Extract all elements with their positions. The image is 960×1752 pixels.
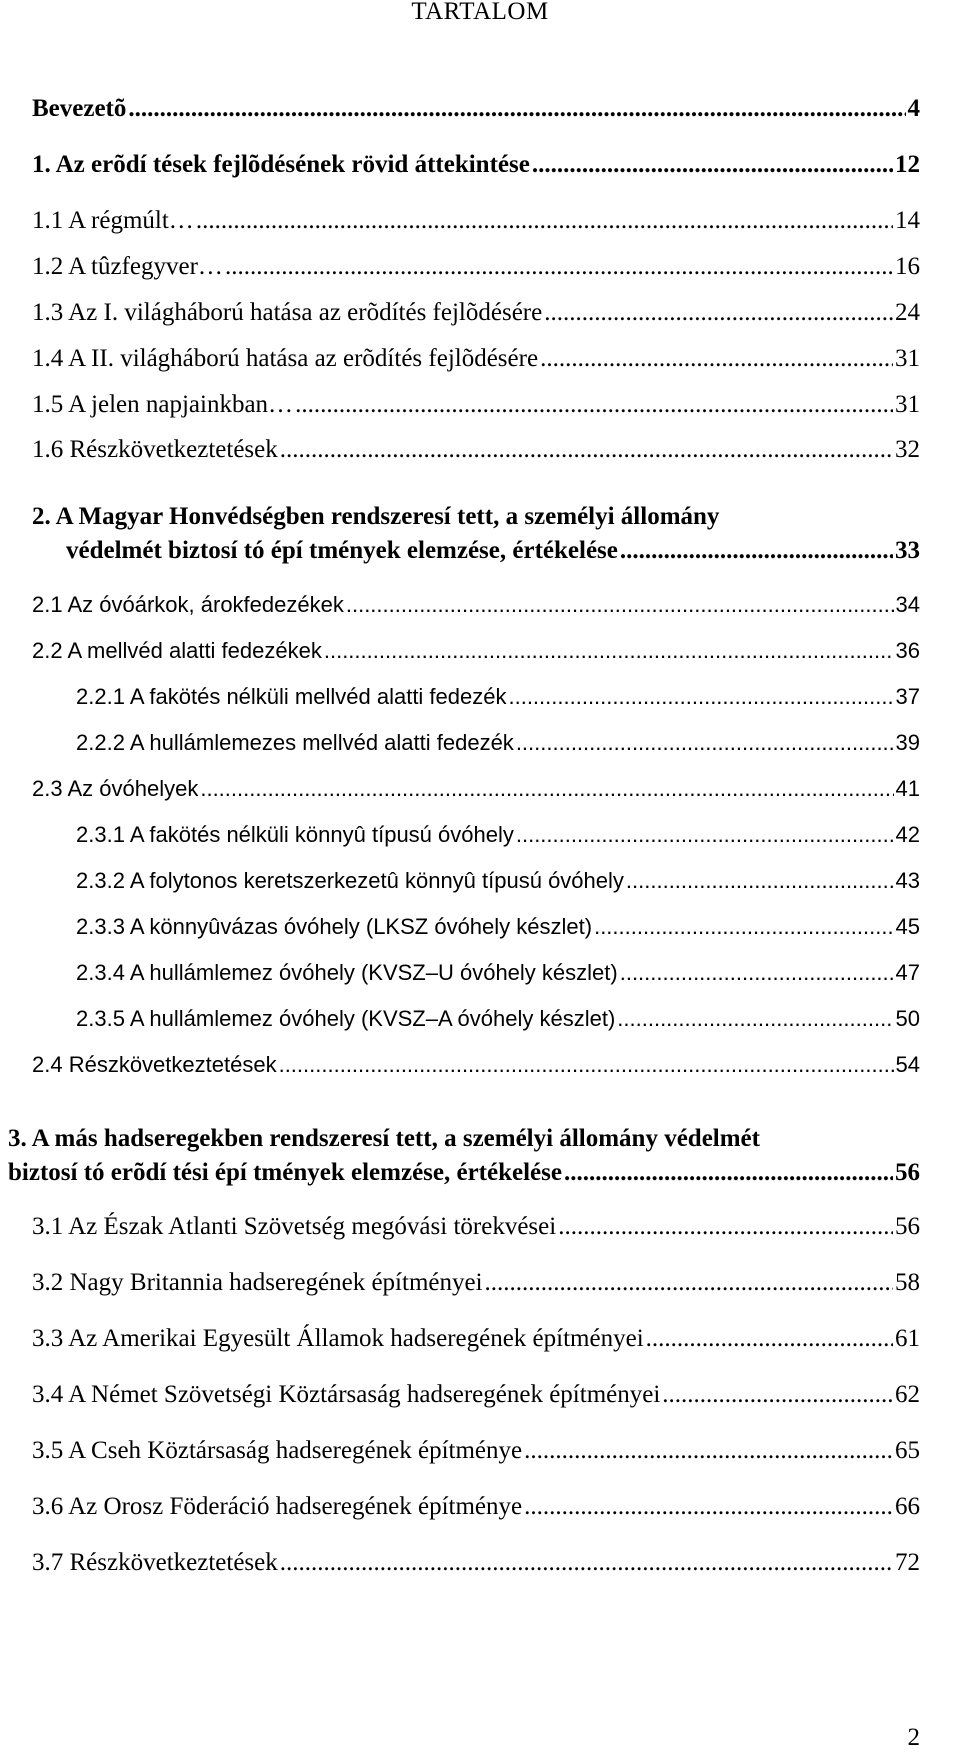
toc-entry-text: 2.3 Az óvóhelyek bbox=[32, 776, 199, 801]
toc-entry-page: 36 bbox=[895, 638, 920, 663]
toc-entry-text: 1.5 A jelen napjainkban… bbox=[32, 391, 294, 418]
toc-entry-page: 72 bbox=[895, 1549, 920, 1576]
toc-entry-2-3-4[interactable] bbox=[76, 956, 920, 990]
toc-entry-page: 39 bbox=[895, 730, 920, 755]
toc-leader-dots bbox=[225, 250, 893, 284]
toc-entry-page: 58 bbox=[895, 1269, 920, 1296]
toc-entry-page: 33 bbox=[895, 537, 920, 564]
toc-entry-3-5[interactable] bbox=[32, 1434, 920, 1468]
toc-leader-dots bbox=[516, 726, 894, 760]
toc-entry-text: 2.2.1 A fakötés nélküli mellvéd alatti fedezék bbox=[76, 684, 507, 709]
toc-entry-first-line: 3. A más hadseregekben rendszeresí tett, a személyi állomány védelmét bbox=[8, 1125, 760, 1152]
toc-entry-1-6[interactable] bbox=[32, 433, 920, 467]
toc-entry-page: 32 bbox=[895, 436, 920, 463]
toc-entry-text: 1.2 A tûzfegyver… bbox=[32, 253, 223, 280]
toc-entry-2-3-3[interactable] bbox=[76, 910, 920, 944]
toc-leader-dots bbox=[617, 1002, 893, 1036]
toc-leader-dots bbox=[279, 1048, 894, 1082]
toc-leader-dots bbox=[558, 1210, 893, 1244]
toc-entry-page: 61 bbox=[895, 1325, 920, 1352]
toc-leader-dots bbox=[295, 388, 893, 422]
toc-leader-dots bbox=[544, 296, 893, 330]
toc-entry-page: 41 bbox=[895, 776, 920, 801]
toc-entry-page: 43 bbox=[895, 868, 920, 893]
toc-leader-dots bbox=[646, 1322, 893, 1356]
toc-leader-dots bbox=[540, 342, 893, 376]
toc-entry-2-3-2[interactable] bbox=[76, 864, 920, 898]
page-number: 2 bbox=[907, 1724, 920, 1751]
toc-entry-page: 31 bbox=[895, 391, 920, 418]
toc-leader-dots bbox=[280, 433, 893, 467]
toc-leader-dots bbox=[280, 1546, 893, 1580]
toc-entry-text: 3.6 Az Orosz Föderáció hadseregének építménye bbox=[32, 1493, 523, 1520]
toc-leader-dots bbox=[564, 1156, 893, 1190]
toc-entry-1-5[interactable] bbox=[32, 388, 920, 422]
toc-entry-text: 3.2 Nagy Britannia hadseregének építményei bbox=[32, 1269, 483, 1296]
toc-entry-page: 42 bbox=[895, 822, 920, 847]
toc-entry-text: 3.7 Részkövetkeztetések bbox=[32, 1549, 278, 1576]
toc-entry-3-3[interactable] bbox=[32, 1322, 920, 1356]
toc-entry-1-3[interactable] bbox=[32, 296, 920, 330]
toc-entry-text: 2.1 Az óvóárkok, árokfedezékek bbox=[32, 592, 344, 617]
toc-entry-chapter-1[interactable] bbox=[32, 148, 920, 182]
toc-entry-2-1[interactable] bbox=[32, 588, 920, 622]
toc-entry-page: 37 bbox=[895, 684, 920, 709]
toc-leader-dots bbox=[346, 588, 894, 622]
toc-entry-page: 24 bbox=[895, 299, 920, 326]
toc-entry-text: 2.3.1 A fakötés nélküli könnyû típusú óvóhely bbox=[76, 822, 514, 847]
toc-entry-2-3-5[interactable] bbox=[76, 1002, 920, 1036]
toc-entry-page: 4 bbox=[907, 95, 920, 122]
toc-entry-text: 2.3.4 A hullámlemez óvóhely (KVSZ–U óvóhely készlet) bbox=[76, 960, 618, 985]
toc-entry-text: 1. Az erõdí tések fejlõdésének rövid áttekintése bbox=[32, 151, 530, 178]
toc-entry-text: 2.4 Részkövetkeztetések bbox=[32, 1052, 277, 1077]
toc-leader-dots bbox=[324, 634, 894, 668]
toc-entry-text: védelmét biztosí tó épí tmények elemzése, értékelése bbox=[66, 537, 618, 564]
toc-entry-page: 66 bbox=[895, 1493, 920, 1520]
toc-entry-3-7[interactable] bbox=[32, 1546, 920, 1580]
toc-entry-text: 2.3.5 A hullámlemez óvóhely (KVSZ–A óvóhely készlet) bbox=[76, 1006, 616, 1031]
toc-entry-text: 3.4 A Német Szövetségi Köztársaság hadseregének építményei bbox=[32, 1381, 661, 1408]
toc-entry-page: 45 bbox=[895, 914, 920, 939]
toc-entry-chapter-3[interactable] bbox=[8, 1122, 920, 1190]
toc-entry-page: 14 bbox=[895, 207, 920, 234]
toc-entry-text: 1.4 A II. világháború hatása az erõdítés fejlõdésére bbox=[32, 345, 539, 372]
toc-leader-dots bbox=[532, 148, 893, 182]
toc-entry-page: 16 bbox=[895, 253, 920, 280]
toc-leader-dots bbox=[524, 1490, 893, 1524]
toc-entry-text: 3.5 A Cseh Köztársaság hadseregének építménye bbox=[32, 1437, 523, 1464]
toc-leader-dots bbox=[662, 1378, 893, 1412]
toc-leader-dots bbox=[620, 534, 893, 568]
toc-entry-page: 12 bbox=[895, 151, 920, 178]
toc-entry-page: 56 bbox=[895, 1159, 920, 1186]
toc-entry-page: 47 bbox=[895, 960, 920, 985]
toc-entry-page: 56 bbox=[895, 1213, 920, 1240]
page-title: TARTALOM bbox=[411, 0, 549, 25]
toc-entry-3-6[interactable] bbox=[32, 1490, 920, 1524]
toc-entry-text: 1.6 Részkövetkeztetések bbox=[32, 436, 278, 463]
toc-entry-text: 1.1 A régmúlt… bbox=[32, 207, 194, 234]
toc-entry-page: 31 bbox=[895, 345, 920, 372]
toc-entry-text: 2.3.2 A folytonos keretszerkezetû könnyû típusú óvóhely bbox=[76, 868, 624, 893]
toc-entry-3-1[interactable] bbox=[32, 1210, 920, 1244]
toc-entry-first-line: 2. A Magyar Honvédségben rendszeresí tett, a személyi állomány bbox=[32, 503, 720, 530]
toc-entry-1-4[interactable] bbox=[32, 342, 920, 376]
toc-leader-dots bbox=[516, 818, 894, 852]
toc-entry-2-2[interactable] bbox=[32, 634, 920, 668]
toc-entry-text: 3.3 Az Amerikai Egyesült Államok hadseregének építményei bbox=[32, 1325, 644, 1352]
toc-entry-2-2-1[interactable] bbox=[76, 680, 920, 714]
toc-entry-1-1[interactable] bbox=[32, 204, 920, 238]
toc-entry-3-2[interactable] bbox=[32, 1266, 920, 1300]
toc-leader-dots bbox=[524, 1434, 893, 1468]
toc-entry-2-3-1[interactable] bbox=[76, 818, 920, 852]
toc-entry-page: 54 bbox=[895, 1052, 920, 1077]
toc-entry-2-3[interactable] bbox=[32, 772, 920, 806]
toc-entry-page: 34 bbox=[895, 592, 920, 617]
toc-entry-3-4[interactable] bbox=[32, 1378, 920, 1412]
toc-leader-dots bbox=[594, 910, 893, 944]
toc-leader-dots bbox=[626, 864, 894, 898]
toc-entry-page: 62 bbox=[895, 1381, 920, 1408]
toc-leader-dots bbox=[196, 204, 893, 238]
toc-entry-text: Bevezetõ bbox=[32, 95, 127, 122]
toc-leader-dots bbox=[620, 956, 894, 990]
toc-entry-page: 65 bbox=[895, 1437, 920, 1464]
toc-entry-text: 1.3 Az I. világháború hatása az erõdítés fejlõdésére bbox=[32, 299, 543, 326]
toc-leader-dots bbox=[485, 1266, 893, 1300]
toc-leader-dots bbox=[200, 772, 893, 806]
toc-entry-text: 2.2.2 A hullámlemezes mellvéd alatti fedezék bbox=[76, 730, 514, 755]
toc-entry-page: 50 bbox=[895, 1006, 920, 1031]
toc-entry-text: 3.1 Az Észak Atlanti Szövetség megóvási törekvései bbox=[32, 1213, 557, 1240]
toc-entry-2-4[interactable] bbox=[32, 1048, 920, 1082]
toc-entry-1-2[interactable] bbox=[32, 250, 920, 284]
toc-entry-2-2-2[interactable] bbox=[76, 726, 920, 760]
toc-leader-dots bbox=[128, 92, 905, 126]
toc-entry-text: biztosí tó erõdí tési épí tmények elemzése, értékelése bbox=[8, 1159, 562, 1186]
toc-entry-introduction[interactable] bbox=[32, 92, 920, 126]
toc-entry-chapter-2[interactable] bbox=[32, 500, 920, 568]
toc-entry-text: 2.3.3 A könnyûvázas óvóhely (LKSZ óvóhely készlet) bbox=[76, 914, 593, 939]
toc-entry-text: 2.2 A mellvéd alatti fedezékek bbox=[32, 638, 322, 663]
toc-leader-dots bbox=[508, 680, 893, 714]
